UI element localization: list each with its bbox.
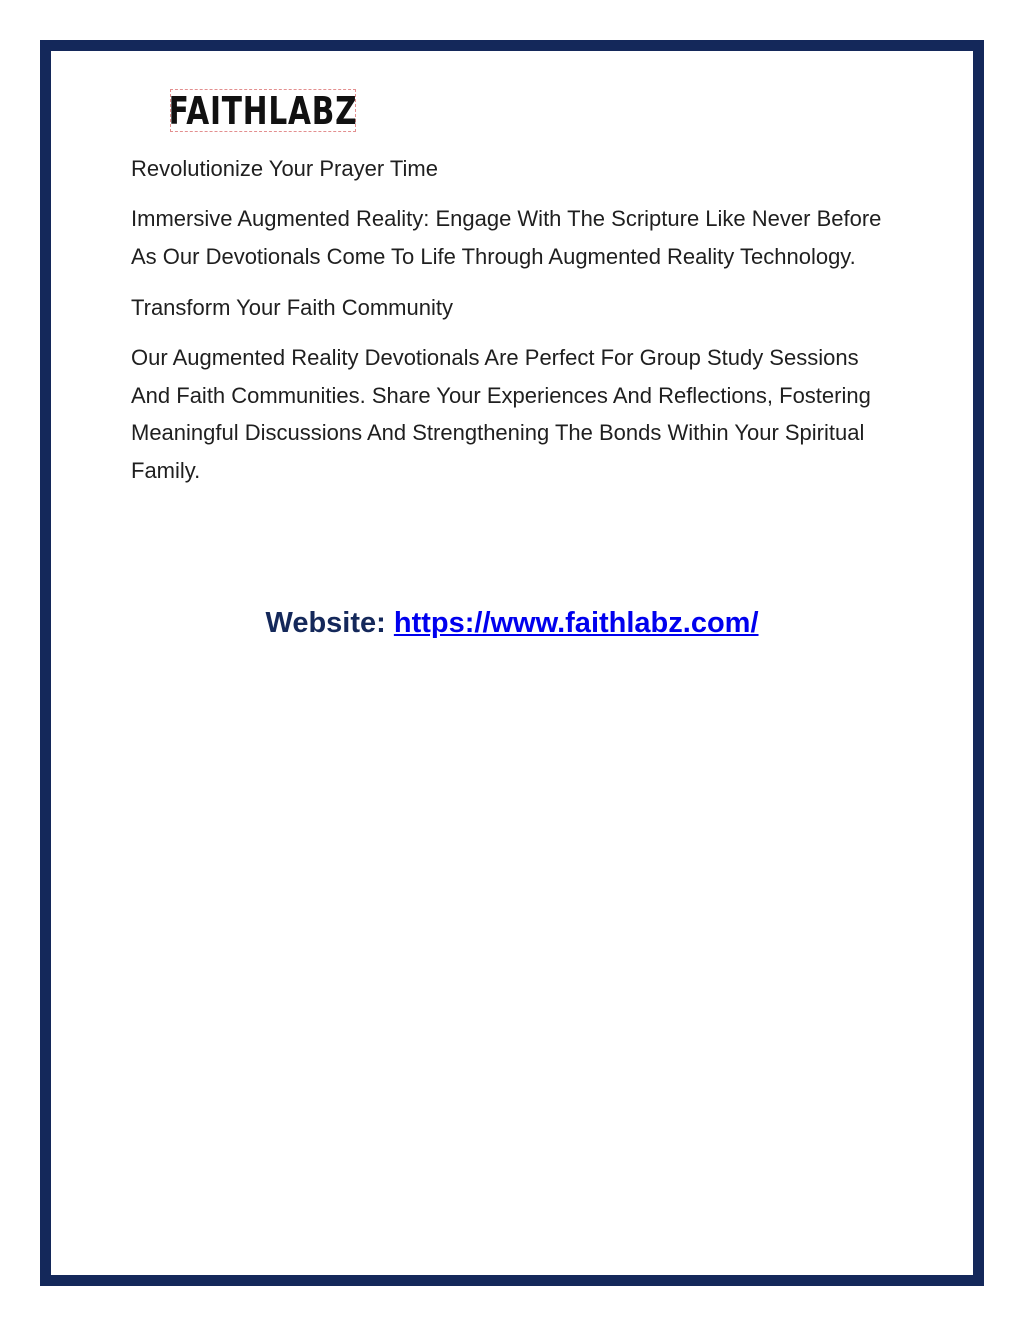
page-frame [40, 40, 984, 1286]
website-label: Website: [265, 607, 394, 639]
section-heading-prayer-time: Revolutionize Your Prayer Time [131, 156, 438, 181]
website-line [51, 603, 973, 643]
faithlabz-logo [170, 89, 356, 132]
section-heading-faith-community: Transform Your Faith Community [131, 295, 453, 320]
logo-wordmark: FAITHLABZ [168, 88, 358, 133]
section-body-augmented-reality: Immersive Augmented Reality: Engage With The Scripture Like Never Before As Our Devotionals Come To Life Through Augmented Reality Technology. [131, 206, 882, 269]
document-content [131, 154, 901, 507]
website-link[interactable]: https://www.faithlabz.com/ [393, 607, 759, 639]
section-body-group-study: Our Augmented Reality Devotionals Are Perfect For Group Study Sessions And Faith Communities. Share Your Experiences And Reflections, Fostering Meaningful Discussions And Strengthening The Bonds Within Your Spiritual Family. [131, 345, 871, 483]
